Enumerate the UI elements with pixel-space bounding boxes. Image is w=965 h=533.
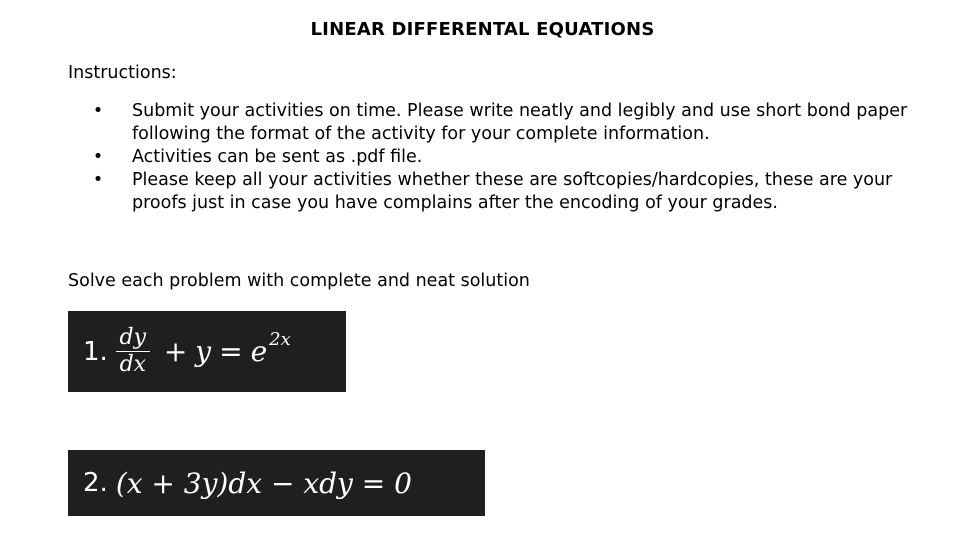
problem-number: 1.	[83, 336, 108, 367]
bullet-icon: •	[92, 170, 104, 190]
fraction	[116, 326, 150, 378]
problem-number: 2.	[83, 468, 108, 498]
instructions-label: Instructions:	[68, 63, 177, 83]
fraction-denominator: dx	[119, 352, 147, 378]
exponent-base: e	[250, 335, 268, 368]
equation-1	[68, 311, 346, 392]
list-item	[88, 146, 908, 169]
list-item	[88, 169, 908, 215]
equation-expression: (x + 3y)dx − xdy = 0	[115, 466, 412, 500]
variable-y: y	[195, 335, 212, 368]
list-item	[88, 100, 908, 146]
instruction-text: Activities can be sent as .pdf file.	[132, 147, 423, 167]
equation-expression	[108, 326, 291, 378]
problem-prompt: Solve each problem with complete and neat solution	[68, 271, 530, 291]
exponent: 2x	[269, 329, 291, 350]
bullet-icon: •	[92, 101, 104, 121]
plus-sign: +	[163, 335, 188, 368]
bullet-icon: •	[92, 147, 104, 167]
fraction-numerator: dy	[119, 324, 147, 350]
instruction-text: Submit your activities on time. Please write neatly and legibly and use short bond paper following the format of the activity for your complete information.	[132, 101, 908, 144]
page-title: LINEAR DIFFERENTAL EQUATIONS	[310, 19, 655, 40]
instruction-text: Please keep all your activities whether these are softcopies/hardcopies, these are your proofs just in case you have complains after the encoding of your grades.	[132, 170, 893, 213]
equals-sign: =	[219, 335, 243, 368]
instructions-list	[88, 100, 908, 215]
equation-2	[68, 450, 485, 516]
